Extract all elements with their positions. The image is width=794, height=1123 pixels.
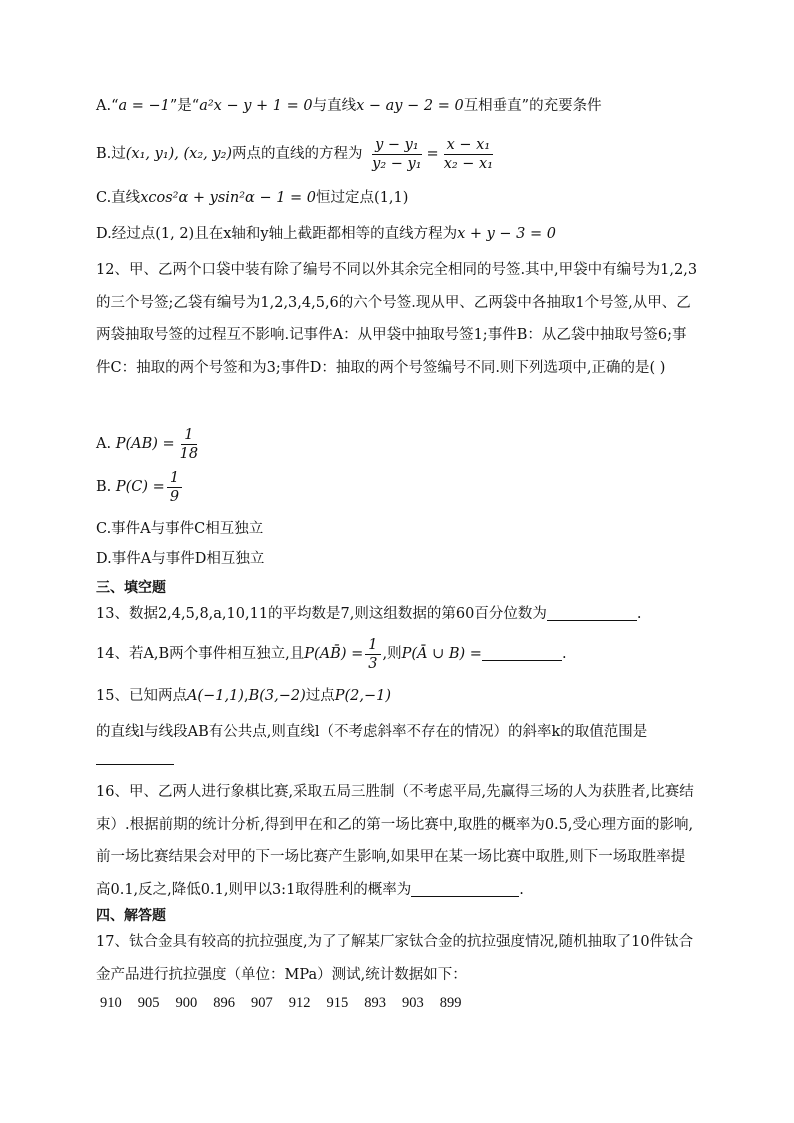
answer-blank [96, 748, 174, 765]
data-value: 905 [137, 995, 160, 1011]
text: 与直线 [312, 98, 357, 114]
math-expr: P(AB) = [115, 436, 175, 452]
option-label: A.“ [96, 98, 119, 114]
q15-answer [96, 748, 698, 768]
text: . [519, 881, 524, 898]
answer-blank [411, 880, 519, 897]
answer-blank [547, 604, 637, 621]
math-expr: a = −1 [118, 98, 170, 114]
data-value: 899 [439, 995, 462, 1011]
text: . [561, 646, 567, 662]
numerator: 1 [365, 636, 380, 655]
text: 取得胜利的概率为 [295, 881, 412, 898]
math-expr: x + y − 3 = 0 [457, 226, 557, 242]
data-value: 893 [364, 995, 386, 1011]
data-value: 910 [100, 995, 122, 1011]
denominator: y₂ − y₁ [372, 155, 422, 172]
data-value: 912 [288, 995, 311, 1011]
text: ,则 [382, 646, 402, 662]
math-expr: (1,1) [374, 190, 409, 206]
text: 恒过定点 [316, 190, 375, 206]
section-heading-solutions: 四、解答题 [96, 908, 166, 924]
option-label: B.过 [96, 146, 126, 162]
text: ”是“ [169, 98, 200, 114]
fraction [441, 136, 496, 173]
data-value: 900 [175, 995, 198, 1011]
denominator: x₂ − x₁ [443, 155, 494, 172]
q12-option-c: C.事件A与事件C相互独立 [96, 521, 264, 537]
q11-option-b [96, 134, 698, 174]
denominator: 18 [179, 445, 199, 462]
numerator: y − y₁ [372, 136, 422, 155]
equals-sign: = [426, 146, 439, 162]
q17-stem: 17、钛合金具有较高的抗拉强度,为了了解某厂家钛合金的抗拉强度情况,随机抽取了10件钛合金产品进行抗拉强度（单位：MPa）测试,统计数据如下： [96, 934, 694, 983]
q11-option-a [96, 96, 698, 116]
data-value: 915 [326, 995, 349, 1011]
math-expr: P(C) = [115, 479, 165, 495]
math-expr: xcos²α + ysin²α − 1 = 0 [140, 190, 317, 206]
math-expr: 3:1 [271, 881, 296, 898]
numerator: x − x₁ [444, 136, 494, 155]
text: . [636, 606, 642, 622]
question-text: 15、已知两点 [96, 688, 187, 704]
data-value: 903 [402, 995, 424, 1011]
data-value: 907 [251, 995, 273, 1011]
denominator: 9 [169, 488, 180, 505]
text: 两点的直线的方程为 [232, 146, 363, 162]
numerator: 1 [181, 426, 196, 445]
question-text: 13、数据2,4,5,8,a,10,11的平均数是7,则这组数据的第60百分位数为 [96, 606, 547, 622]
q11-option-d [96, 224, 698, 244]
numerator: 1 [167, 469, 182, 488]
text: 且在x轴和y轴上截距都相等的直线方程为 [194, 226, 458, 242]
math-expr: (1, 2) [155, 226, 195, 242]
fraction [167, 469, 182, 506]
data-value: 896 [213, 995, 235, 1011]
fraction [365, 636, 380, 673]
q12-option-a [96, 424, 698, 464]
math-expr: B(3,−2) [248, 688, 306, 704]
q14 [96, 634, 698, 674]
math-expr: (x₁, y₁), (x₂, y₂) [125, 146, 233, 162]
q12-stem: 12、甲、乙两个口袋中装有除了编号不同以外其余完全相同的号签.其中,甲袋中有编号为1,2,3的三个号签;乙袋有编号为1,2,3,4,5,6的六个号签.现从甲、乙两袋中各抽取1个号签,从甲、乙两袋抽取号签的过程互不影响.记事件A：从甲袋中抽取号签1;事件B：从乙袋中抽取号签6;事件C：抽取的两个号签和为3;事件D：抽取的两个号签编号不同.则下列选项中,正确的是( ) [96, 262, 698, 376]
q16 [96, 776, 698, 906]
math-expr: P(Ā ∪ B) = [401, 646, 482, 662]
math-expr: P(AB̄) = [304, 646, 364, 662]
fraction [369, 136, 424, 173]
section-heading-fill-in: 三、填空题 [96, 580, 166, 596]
q15-line1 [96, 686, 698, 706]
math-expr: x − ay − 2 = 0 [356, 98, 464, 114]
q13 [96, 604, 698, 624]
question-text: 16、甲、乙两人进行象棋比赛,采取五局三胜制（不考虑平局,先赢得三场的人为获胜者,比赛结束）.根据前期的统计分析,得到甲在和乙的第一场比赛中,取胜的概率为0.5,受心理方面的影响,前一场比赛结果会对甲的下一场比赛产生影响,如果甲在某一场比赛中取胜,则下一场取胜率提高0.1,反之,降低0.1,则甲以 [96, 784, 694, 898]
text: 过点 [305, 688, 335, 704]
denominator: 3 [368, 655, 378, 672]
q11-option-c [96, 188, 698, 208]
question-text: 14、若A,B两个事件相互独立,且 [96, 646, 305, 662]
option-label: B. [96, 479, 112, 495]
math-expr: a²x − y + 1 = 0 [199, 98, 313, 114]
option-label: A. [96, 436, 112, 452]
option-label: D.经过点 [96, 226, 156, 242]
fraction [177, 426, 201, 463]
q12-option-d: D.事件A与事件D相互独立 [96, 551, 265, 567]
q15-line2: 的直线l与线段AB有公共点,则直线l（不考虑斜率不存在的情况）的斜率k的取值范围是 [96, 724, 648, 740]
option-label: C.直线 [96, 190, 141, 206]
text: 互相垂直”的充要条件 [463, 98, 602, 114]
text: , [243, 688, 249, 704]
math-expr: A(−1,1) [186, 688, 244, 704]
q12-option-b [96, 467, 698, 507]
q17-data-row [100, 993, 698, 1013]
answer-blank [482, 644, 562, 661]
math-expr: P(2,−1) [334, 688, 392, 704]
